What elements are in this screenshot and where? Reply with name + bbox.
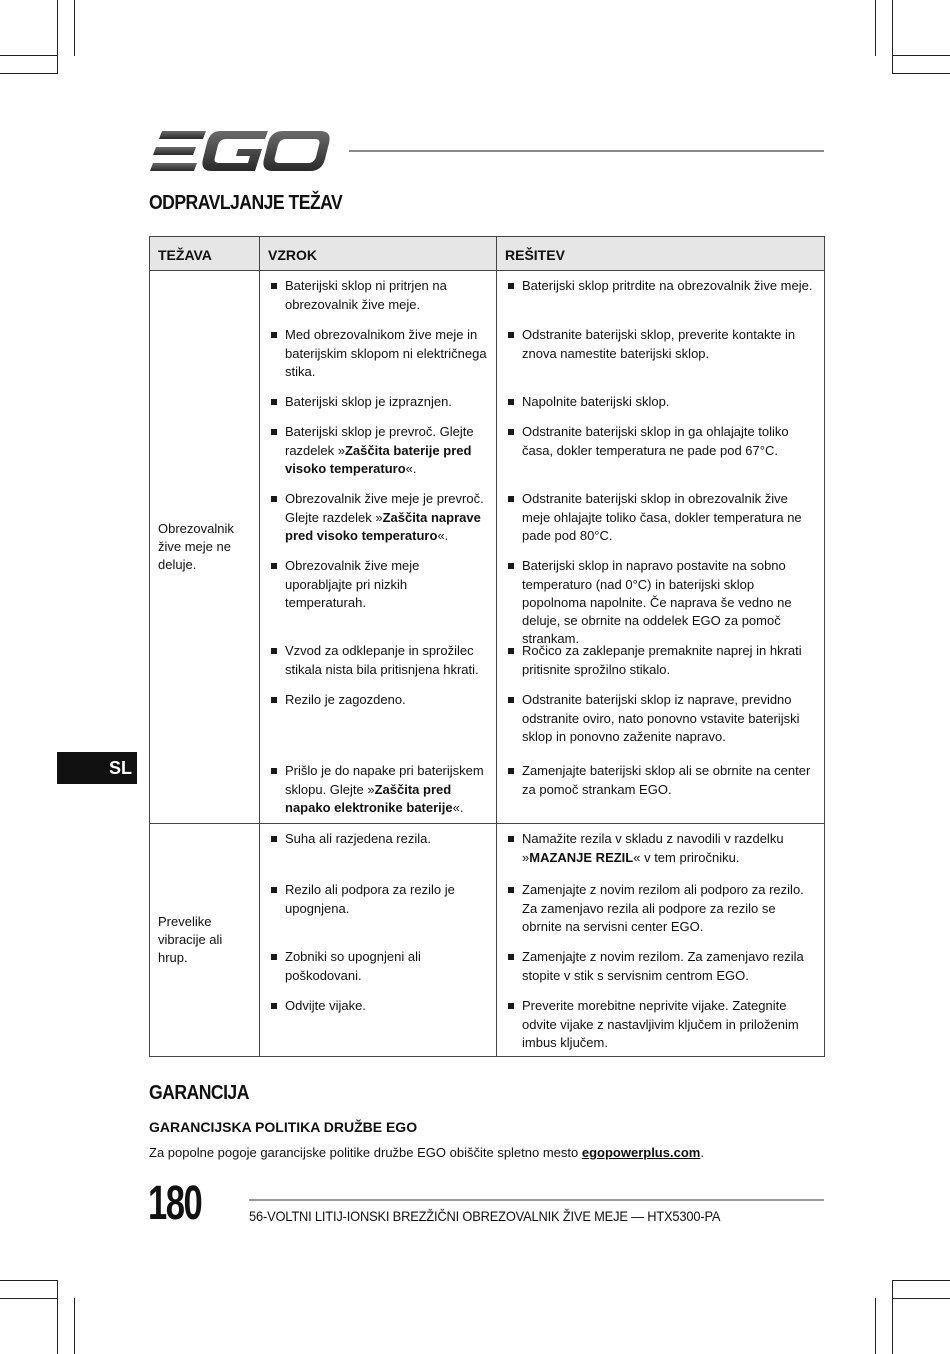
- table-row: [150, 271, 825, 824]
- solution-item: Odstranite baterijski sklop in ga ohlajajte toliko časa, dokler temperatura ne pade pod 67°C.: [508, 423, 816, 490]
- ego-logo: [150, 131, 330, 171]
- troubleshooting-title: ODPRAVLJANJE TEŽAV: [149, 192, 343, 214]
- crop-mark: [893, 1298, 950, 1299]
- warranty-link[interactable]: egopowerplus.com: [581, 1145, 701, 1160]
- solution-item: Baterijski sklop in napravo postavite na sobno temperaturo (nad 0°C) in baterijski sklop popolnoma napolnite. Če naprava še vedno ne deluje, se obrnite na oddelek EGO za pomoč strankam.: [508, 557, 816, 642]
- header-solution: REŠITEV: [497, 237, 825, 271]
- crop-mark: [0, 1298, 57, 1299]
- table-header-row: [150, 237, 825, 271]
- header-problem: TEŽAVA: [150, 237, 260, 271]
- problem-cell: Obrezovalnik žive meje ne deluje.: [150, 271, 260, 824]
- warranty-subtitle: GARANCIJSKA POLITIKA DRUŽBE EGO: [149, 1119, 418, 1135]
- crop-mark: [57, 0, 58, 74]
- solution-item: Zamenjajte z novim rezilom. Za zamenjavo rezila stopite v stik s servisnim centrom EGO.: [508, 948, 816, 997]
- cause-item: Obrezovalnik žive meje uporabljajte pri nizkih temperaturah.: [271, 557, 488, 642]
- troubleshooting-table: [149, 236, 825, 1057]
- cause-item: Odvijte vijake.: [271, 997, 488, 1052]
- crop-mark: [0, 1280, 57, 1281]
- solution-item: Namažite rezila v skladu z navodili v razdelku »MAZANJE REZIL« v tem priročniku.: [508, 830, 816, 881]
- crop-mark: [57, 1280, 58, 1354]
- crop-mark: [74, 1298, 75, 1354]
- cause-item: Prišlo je do napake pri baterijskem sklopu. Glejte »Zaščita pred napako elektronike baterije«.: [271, 762, 488, 817]
- crop-mark: [0, 73, 57, 74]
- footer-rule: [249, 1199, 824, 1201]
- cause-item: Rezilo ali podpora za rezilo je upognjena.: [271, 881, 488, 948]
- crop-mark: [892, 1280, 893, 1354]
- solution-item: Odstranite baterijski sklop, preverite kontakte in znova namestite baterijski sklop.: [508, 326, 816, 393]
- cause-item: Baterijski sklop je izpraznjen.: [271, 393, 488, 423]
- table-row: [150, 824, 825, 1057]
- header-cause: VZROK: [260, 237, 497, 271]
- cause-item: Rezilo je zagozdeno.: [271, 691, 488, 762]
- solution-item: Napolnite baterijski sklop.: [508, 393, 816, 423]
- solution-item: Zamenjajte baterijski sklop ali se obrnite na center za pomoč strankam EGO.: [508, 762, 816, 817]
- warranty-title: GARANCIJA: [149, 1082, 249, 1104]
- solution-item: Odstranite baterijski sklop iz naprave, previdno odstranite oviro, nato ponovno vstavite baterijski sklop in ponovno zaženite napravo.: [508, 691, 816, 762]
- header-rule: [349, 150, 824, 152]
- page-number: 180: [148, 1177, 202, 1230]
- solution-cell: [497, 824, 825, 1057]
- footer-product: 56-VOLTNI LITIJ-IONSKI BREZŽIČNI OBREZOVALNIK ŽIVE MEJE — HTX5300-PA: [249, 1208, 721, 1224]
- solution-item: Baterijski sklop pritrdite na obrezovalnik žive meje.: [508, 277, 816, 326]
- cause-item: Suha ali razjedena rezila.: [271, 830, 488, 881]
- crop-mark: [893, 1280, 950, 1281]
- crop-mark: [892, 0, 893, 74]
- solution-item: Ročico za zaklepanje premaknite naprej in hkrati pritisnite sprožilno stikalo.: [508, 642, 816, 691]
- cause-item: Baterijski sklop je prevroč. Glejte razdelek »Zaščita baterije pred visoko temperaturo«.: [271, 423, 488, 490]
- crop-mark: [893, 73, 950, 74]
- cause-item: Med obrezovalnikom žive meje in baterijskim sklopom ni električnega stika.: [271, 326, 488, 393]
- solution-cell: [497, 271, 825, 824]
- cause-cell: [260, 824, 497, 1057]
- cause-item: Zobniki so upognjeni ali poškodovani.: [271, 948, 488, 997]
- crop-mark: [74, 0, 75, 56]
- cause-item: Obrezovalnik žive meje je prevroč. Glejte razdelek »Zaščita naprave pred visoko temperaturo«.: [271, 490, 488, 557]
- solution-item: Preverite morebitne neprivite vijake. Zategnite odvite vijake z nastavljivim ključem in priloženim imbus ključem.: [508, 997, 816, 1052]
- cause-item: Vzvod za odklepanje in sprožilec stikala nista bila pritisnjena hkrati.: [271, 642, 488, 691]
- warranty-text: Za popolne pogoje garancijske politike družbe EGO obiščite spletno mesto egopowerplus.com.: [149, 1145, 704, 1160]
- language-tab: SL: [57, 752, 137, 784]
- cause-cell: [260, 271, 497, 824]
- problem-cell: Prevelike vibracije ali hrup.: [150, 824, 260, 1057]
- crop-mark: [875, 0, 876, 56]
- solution-item: Zamenjajte z novim rezilom ali podporo za rezilo. Za zamenjavo rezila ali podpore za rezilo se obrnite na servisni center EGO.: [508, 881, 816, 948]
- cause-item: Baterijski sklop ni pritrjen na obrezovalnik žive meje.: [271, 277, 488, 326]
- solution-item: Odstranite baterijski sklop in obrezovalnik žive meje ohlajajte toliko časa, dokler temperatura ne pade pod 80°C.: [508, 490, 816, 557]
- crop-mark: [893, 55, 950, 56]
- crop-mark: [875, 1298, 876, 1354]
- crop-mark: [0, 55, 57, 56]
